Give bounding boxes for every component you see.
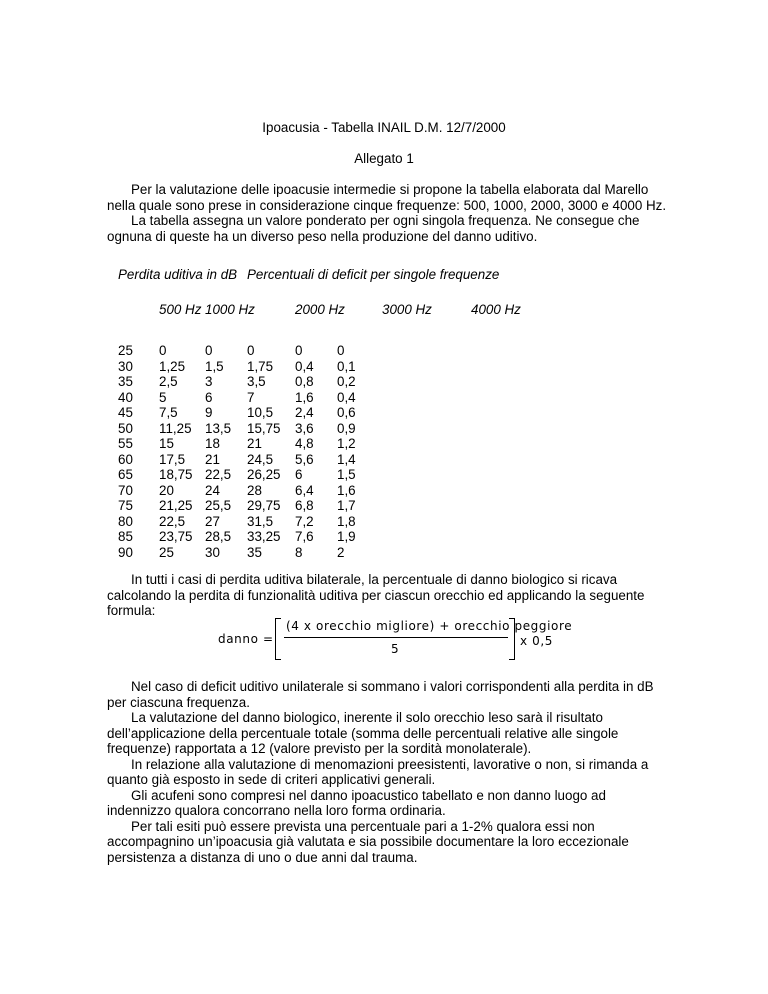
table-cell: 18 — [205, 436, 220, 451]
table-cell: 27 — [205, 513, 220, 529]
table-cell: 1,5 — [205, 358, 224, 374]
table-cell: 3,5 — [247, 374, 266, 389]
table-cell: 22,5 — [159, 513, 186, 529]
table-cell: 55 — [118, 436, 133, 451]
table-cell: 24 — [205, 482, 220, 498]
formula-numerator: (4 x orecchio migliore) + orecchio peggiore — [286, 619, 573, 633]
table-cell: 17,5 — [159, 451, 186, 467]
table-cell: 8 — [295, 544, 303, 560]
table-cell: 0 — [337, 343, 345, 358]
table-cell: 6 — [205, 389, 213, 405]
table-cell: 4,8 — [295, 436, 314, 451]
table-cell: 18,75 — [159, 467, 193, 482]
formula-factor: x 0,5 — [520, 634, 553, 648]
table-cell: 5,6 — [295, 451, 314, 467]
table-cell: 25 — [159, 544, 174, 560]
table-cell: 5 — [159, 389, 167, 405]
table-cell: 30 — [118, 358, 133, 374]
table-cell: 6,8 — [295, 498, 314, 513]
body-section — [107, 679, 667, 865]
table-cell: 0 — [247, 343, 255, 358]
table-cell: 24,5 — [247, 451, 274, 467]
table-cell: 45 — [118, 405, 133, 420]
intro-paragraph-2: La tabella assegna un valore ponderato per ogni singola frequenza. Ne consegue che ognuna di queste ha un diverso peso nella produzione del danno uditivo. — [107, 213, 640, 244]
table-cell: 1,75 — [247, 358, 274, 374]
table-cell: 50 — [118, 420, 133, 436]
freq-header-3000: 3000 Hz — [382, 302, 432, 317]
table-cell: 6,4 — [295, 482, 314, 498]
table-cell: 3,6 — [295, 420, 314, 436]
document-title: Ipoacusia - Tabella INAIL D.M. 12/7/2000 — [262, 120, 506, 135]
paragraph-biological-damage: La valutazione del danno biologico, inerente il solo orecchio leso sarà il risultato dell’applicazione della percentuale totale (somma delle percentuali relative alle singole frequenze) rapportata a 12 (valore previsto per la sordità monolaterale). — [107, 710, 619, 756]
table-cell: 30 — [205, 544, 220, 560]
table-cell: 0,4 — [295, 358, 314, 374]
table-cell: 1,2 — [337, 436, 356, 451]
table-cell: 7,2 — [295, 513, 314, 529]
column-4000hz — [337, 343, 356, 560]
table-cell: 1,8 — [337, 513, 356, 529]
table-cell: 9 — [205, 405, 213, 420]
table-cell: 29,75 — [247, 498, 281, 513]
table-cell: 85 — [118, 529, 133, 544]
table-cell: 1,6 — [295, 389, 314, 405]
table-cell: 23,75 — [159, 529, 193, 544]
table-cell: 7,6 — [295, 529, 314, 544]
table-cell: 1,5 — [337, 467, 356, 482]
table-cell: 1,9 — [337, 529, 356, 544]
table-cell: 80 — [118, 513, 133, 529]
table-cell: 26,25 — [247, 467, 281, 482]
table-cell: 0 — [295, 343, 303, 358]
table-cell: 22,5 — [205, 467, 232, 482]
column-3000hz — [295, 343, 314, 560]
right-bracket — [509, 618, 515, 660]
table-cell: 11,25 — [159, 420, 192, 436]
table-cell: 0,9 — [337, 420, 356, 436]
table-cell: 25 — [118, 343, 133, 358]
table-cell: 10,5 — [247, 405, 274, 420]
table-cell: 70 — [118, 482, 133, 498]
table-cell: 0 — [205, 343, 213, 358]
table-cell: 6 — [295, 467, 303, 482]
table-head-left: Perdita uditiva in dB — [118, 267, 238, 282]
table-cell: 20 — [159, 482, 174, 498]
table-cell: 15,75 — [247, 420, 281, 436]
table-cell: 35 — [118, 374, 133, 389]
table-cell: 1,6 — [337, 482, 356, 498]
table-cell: 21 — [247, 436, 262, 451]
table-cell: 75 — [118, 498, 133, 513]
damage-formula — [218, 618, 573, 660]
table-cell: 28 — [247, 482, 262, 498]
table-cell: 0,2 — [337, 374, 356, 389]
formula-intro-section — [107, 572, 667, 619]
table-cell: 33,25 — [247, 529, 281, 544]
table-cell: 13,5 — [205, 420, 232, 436]
table-cell: 2,4 — [295, 405, 314, 420]
column-500hz — [159, 343, 193, 560]
table-cell: 3 — [205, 374, 213, 389]
table-cell: 0 — [159, 343, 167, 358]
table-cell: 0,6 — [337, 405, 356, 420]
left-bracket — [275, 618, 281, 660]
table-cell: 28,5 — [205, 529, 232, 544]
table-cell: 1,25 — [159, 358, 186, 374]
table-cell: 21 — [205, 451, 220, 467]
table-cell: 0,1 — [337, 358, 356, 374]
paragraph-preexisting: In relazione alla valutazione di menomazioni preesistenti, lavorative o non, si rimanda a quanto già esposto in sede di criteri applicativi generali. — [107, 756, 649, 787]
table-cell: 2 — [337, 544, 345, 560]
table-cell: 7,5 — [159, 405, 178, 420]
column-db — [118, 343, 133, 560]
table-head-right: Percentuali di deficit per singole frequenze — [247, 267, 500, 282]
table-cell: 1,7 — [337, 498, 356, 513]
freq-header-500: 500 Hz — [159, 302, 202, 317]
formula-denominator: 5 — [391, 642, 400, 656]
table-cell: 15 — [159, 436, 174, 451]
table-cell: 35 — [247, 544, 262, 560]
paragraph-unilateral: Nel caso di deficit uditivo unilaterale si sommano i valori corrispondenti alla perdita in dB per ciascuna frequenza. — [107, 679, 654, 710]
column-1000hz — [205, 343, 231, 560]
intro-section — [107, 182, 667, 244]
table-cell: 2,5 — [159, 374, 178, 389]
freq-header-4000: 4000 Hz — [471, 302, 521, 317]
table-cell: 0,8 — [295, 374, 314, 389]
intro-paragraph-1: Per la valutazione delle ipoacusie intermedie si propone la tabella elaborata dal Marello nella quale sono prese in considerazione cinque frequenze: 500, 1000, 2000, 3000 e 4000 Hz. — [107, 182, 667, 213]
formula-lhs: danno = — [218, 632, 274, 646]
document-subtitle: Allegato 1 — [354, 151, 414, 166]
column-2000hz — [247, 343, 281, 560]
freq-header-2000: 2000 Hz — [295, 302, 345, 317]
paragraph-tinnitus: Gli acufeni sono compresi nel danno ipoacustico tabellato e non danno luogo ad indennizzo qualora concorrano nella loro forma ordinaria. — [107, 787, 606, 818]
table-cell: 31,5 — [247, 513, 274, 529]
table-cell: 7 — [247, 389, 255, 405]
paragraph-outcomes: Per tali esiti può essere prevista una percentuale pari a 1-2% qualora essi non accompagnino un’ipoacusia già valutata e sia possibile documentare la loro eccezionale persistenza a distanza di uno o due anni dal trauma. — [107, 818, 629, 865]
table-cell: 60 — [118, 451, 133, 467]
table-cell: 40 — [118, 389, 133, 405]
table-cell: 90 — [118, 544, 133, 560]
formula-intro-paragraph: In tutti i casi di perdita uditiva bilaterale, la percentuale di danno biologico si ricava calcolando la perdita di funzionalità uditiva per ciascun orecchio ed applicando la seguente formula: — [107, 572, 645, 618]
table-cell: 25,5 — [205, 498, 232, 513]
fraction-bar — [284, 637, 508, 638]
table-cell: 0,4 — [337, 389, 356, 405]
table-cell: 21,25 — [159, 498, 193, 513]
table-cell: 65 — [118, 467, 133, 482]
freq-header-1000: 1000 Hz — [205, 302, 255, 317]
table-cell: 1,4 — [337, 451, 356, 467]
